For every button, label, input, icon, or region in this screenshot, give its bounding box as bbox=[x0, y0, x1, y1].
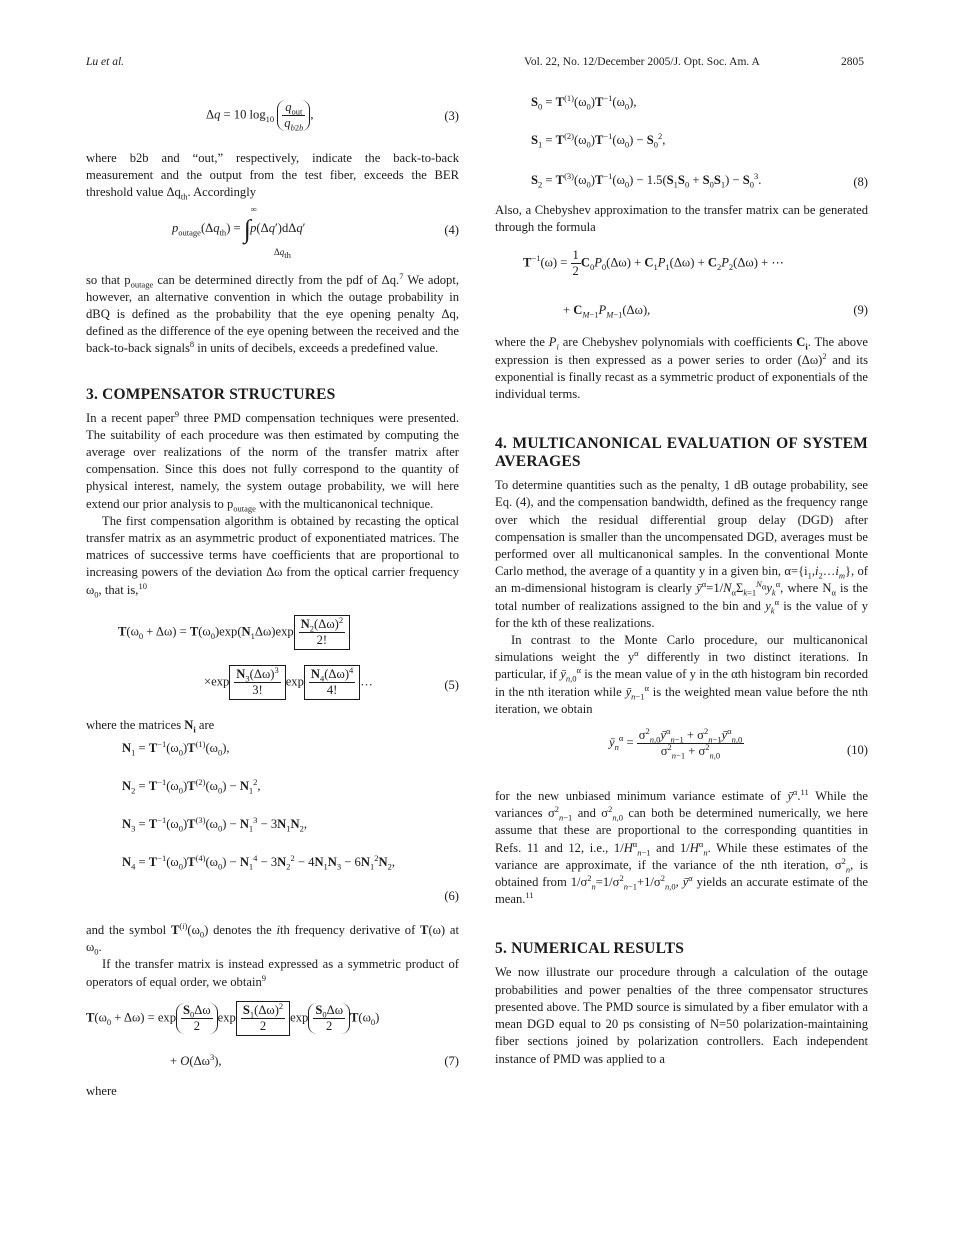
para-chebyshev: Also, a Chebyshev approximation to the transfer matrix can be generated through the formula bbox=[495, 203, 868, 235]
right-column bbox=[495, 94, 868, 1068]
left-column bbox=[86, 94, 459, 1100]
eq5-number: (5) bbox=[444, 677, 459, 692]
equation-10: $ȳ_n^\alpha$ = $\frac{\sigma^2_{n,0}ȳ^\alpha_{n-1} + \sigma^2_{n-1}ȳ^\alpha_{n,0}}{\sigma^2_{n-1} + \sigma^2_{n,0}}$ (10) bbox=[609, 725, 868, 761]
eq4-number: (4) bbox=[444, 222, 459, 237]
equation-7: $T(\omega_0 + \Delta\omega) = \exp$ $\frac{S_0\Delta\omega}{2}$ exp $\frac{S_1(\Delta\omega)^2}{2}$ exp $\frac{S_0\Delta\omega}{2}$ $T(\omega_0)$ + $O(\Delta\omega^3)$, (7) bbox=[86, 997, 459, 1083]
eq9-number: (9) bbox=[853, 303, 868, 318]
section-4-heading: 4. MULTICANONICAL EVALUATION OF SYSTEM AVERAGES bbox=[495, 435, 868, 471]
equation-9: $T^{-1}(\omega)$ = $\frac{1}{2}$ $C_0P_0(\Delta\omega) + C_1P_1(\Delta\omega) + C_2P_2(\Delta\omega)$ + ⋯ + $C_{M-1}P_{M-1}(\Delta\omega)$, (9) bbox=[523, 248, 868, 320]
para-sec4-intro: To determine quantities such as the penalty, 1 dB outage probability, see Eq. (4), and the compensation bandwidth, defined as the frequency range over which the residual differential group delay (DGD) after compensation is smaller than the uncompensated DGD, averages must be performed over all multicanonical samples. In the conventional Monte Carlo method, the average of a quantity y in a given bin, $\alpha=\{i_1,i_2\dots i_m\}$, of an m-dimensional histogram is clearly $ȳ^\alpha=1/N_\alpha\Sigma_{k=1}^{N_\alpha}y_k^\alpha$, where $N_\alpha$ is the total number of realizations assigned to the bin and $y_k^\alpha$ is the value of y for the kth of these realizations. bbox=[495, 478, 868, 630]
eq8-number: (8) bbox=[853, 175, 868, 189]
para-sec5-intro: We now illustrate our procedure through a calculation of the outage probabilities and power penalties of the three compensator structures presented above. The PMD source is simulated by a fiber emulator with a mean DGD equal to 20 ps consisting of N=50 polarization-maintaining fiber sections joined by polarization controllers. Each independent instance of PMD was applied to a bbox=[495, 965, 868, 1066]
para-derivative: and the symbol $T^{(i)}(\omega_0)$ denotes the ith frequency derivative of T(ω) at $\omega_0$. bbox=[86, 920, 459, 957]
section-3-heading: 3. COMPENSATOR STRUCTURES bbox=[86, 385, 336, 403]
equation-8: $S_0 = T^{(1)}(\omega_0)T^{-1}(\omega_0)$, $S_1 = T^{(2)}(\omega_0)T^{-1}(\omega_0) - S_0^2$, $S_2 = T^{(3)}(\omega_0)T^{-1}(\omega_0) - 1.5(S_1S_0 + S_0S_1) - S_0^3$. (8) bbox=[531, 92, 868, 190]
eq3-number: (3) bbox=[444, 109, 459, 123]
eq10-number: (10) bbox=[847, 743, 868, 758]
eq7-number: (7) bbox=[444, 1053, 459, 1068]
para-multicanonical: In contrast to the Monte Carlo procedure, our multicanonical simulations weight the $y^\alpha$ differently in two distinct iterations. In particular, if $ȳ_{n,0}^\alpha$ is the mean value of y in the αth histogram bin recorded in the nth iteration while $ȳ_{n-1}^\alpha$ is the weighted mean value before the nth iteration, we obtain bbox=[495, 633, 868, 716]
eq6-number: (6) bbox=[444, 889, 459, 904]
para-where: where bbox=[86, 1083, 117, 1098]
equation-3: Δq = 10 $\log_{10}$ $\frac{q_{out}}{q_{b2b}}$ , (3) bbox=[206, 100, 459, 133]
para-first-algorithm: The first compensation algorithm is obtained by recasting the optical transfer matrix as an asymmetric product of exponentiated matrices. The matrices of successive terms have coefficients that are proportional to increasing powers of the deviation Δω from the optical carrier frequency $\omega_0$, that is,$^{10}$ bbox=[86, 513, 459, 600]
para-variance: for the new unbiased minimum variance estimate of ȳ$^\alpha$.$^{11}$ While the variances $\sigma^2_{n-1}$ and $\sigma^2_{n,0}$ can both be determined numerically, we here assume that these are proportional to the corresponding quantities in Refs. 11 and 12, i.e., $1/H^\alpha_{n-1}$ and $1/H^\alpha_n$. While these estimates of the variance are approximate, if the variance of the nth iteration, $\sigma^2_n$, is obtained from $1/\sigma^2_n=1/\sigma^2_{n-1}+1/\sigma^2_{n,0}$, ȳ$^\alpha$ yields an accurate estimate of the mean.$^{11}$ bbox=[495, 786, 868, 907]
para-outage: so that $p_{outage}$ can be determined directly from the pdf of Δq.$^7$ We adopt, however, an alternative convention in which the outage probability in dBQ is defined as the probability that the eye opening penalty Δq, defined as the difference of the eye opening between the received and the back-to-back signals$^8$ in units of decibels, exceeds a predefined value. bbox=[86, 270, 459, 356]
para-symmetric: If the transfer matrix is instead expressed as a symmetric product of operators of equal order, we obtain$^9$ bbox=[86, 957, 459, 989]
section-5-heading: 5. NUMERICAL RESULTS bbox=[495, 940, 685, 958]
equation-5: $T(\omega_0 + \Delta\omega) = T(\omega_0)\exp(N_1\Delta\omega)\exp$ $\frac{N_2(\Delta\omega)^2}{2!}$ ×exp $\frac{N_3(\Delta\omega)^3}{3!}$ exp $\frac{N_4(\Delta\omega)^4}{4!}$ … (5) bbox=[86, 607, 459, 717]
para-matrices: where the matrices $N_i$ are bbox=[86, 717, 215, 735]
para-after-eq3: where b2b and “out,” respectively, indicate the back-to-back measurement and the output from the test fiber, exceeds the BER threshold value $\Delta q_{th}$. Accordingly bbox=[86, 151, 459, 202]
equation-4: $p_{outage}(\Delta q_{th}) = \int^\infty$ p(Δq′)dΔq′ $\Delta q_{th}$ (4) bbox=[172, 204, 459, 260]
para-chebyshev-poly: where the $P_i$ are Chebyshev polynomials with coefficients $C_i$. The above expression is then expressed as a power series to order $(\Delta\omega)^2$ and its exponential is finally recast as a symmetric product of exponentials of the individual terms. bbox=[495, 335, 868, 402]
para-sec3-intro: In a recent paper$^9$ three PMD compensation techniques were presented. The suitability of each procedure was then estimated by computing the average over realizations of the norm of the transfer matrix after compensation. Since this does not fully correspond to the quantity of physical interest, namely, the system outage probability, we will here extend our prior analysis to $p_{outage}$ with the multicanonical technique. bbox=[86, 408, 459, 514]
running-head-journal: Vol. 22, No. 12/December 2005/J. Opt. Soc. Am. A bbox=[524, 56, 760, 68]
running-head-authors: Lu et al. bbox=[86, 56, 125, 68]
page-number: 2805 bbox=[841, 56, 864, 68]
equation-6: $N_1 = T^{-1}(\omega_0)T^{(1)}(\omega_0)$, $N_2 = T^{-1}(\omega_0)T^{(2)}(\omega_0) - N_1^2$, $N_3 = T^{-1}(\omega_0)T^{(3)}(\omega_0) - N_1^3 - 3N_1N_2$, $N_4 = T^{-1}(\omega_0)T^{(4)}(\omega_0) - N_1^4 - 3N_2^2 - 4N_1N_3 - 6N_1^2N_2$, (6) bbox=[86, 734, 459, 910]
